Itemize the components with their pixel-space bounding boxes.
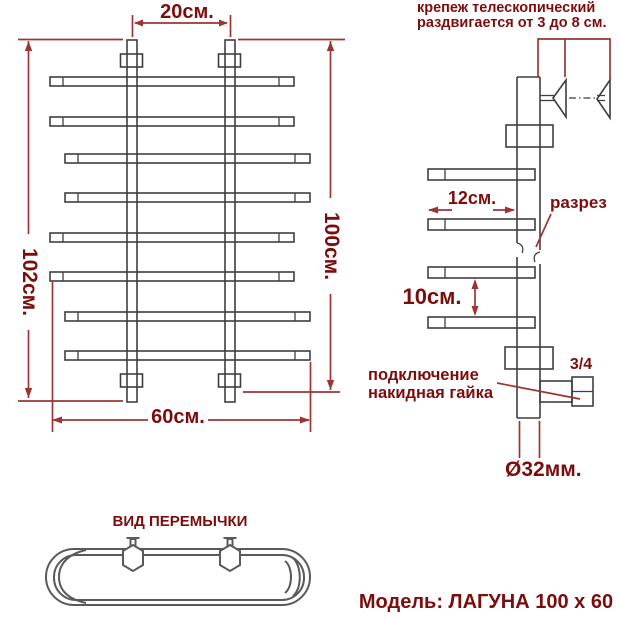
crossbar-drawing	[46, 538, 310, 605]
connection-fitting	[540, 377, 593, 406]
dim-left-label: 102см.	[16, 234, 40, 330]
front-view-drawing	[18, 15, 345, 432]
connection-label-line2: накидная гайка	[368, 384, 493, 402]
pipe-diameter-label: Ø32мм.	[505, 458, 582, 481]
front-post-nuts	[121, 54, 241, 387]
side-collars	[505, 125, 553, 369]
section-label: разрез	[550, 193, 607, 212]
dim-top-label: 20см.	[160, 1, 214, 23]
dim-bar-length-label: 12см.	[447, 188, 497, 208]
section-leader-line	[536, 214, 551, 247]
connection-label	[368, 366, 493, 402]
dim-bar-spacing-label: 10см.	[402, 284, 462, 309]
front-posts	[127, 40, 235, 402]
telescopic-bracket	[538, 39, 610, 118]
front-bars	[50, 77, 310, 360]
side-dim-10cm	[472, 279, 479, 316]
side-pipe	[517, 77, 540, 418]
dim-right-label: 100см.	[318, 198, 342, 294]
mount-note-line2: раздвигается от 3 до 8 см.	[417, 15, 607, 32]
model-label: Модель: ЛАГУНА 100 x 60	[358, 591, 614, 613]
connection-label-line1: подключение	[368, 366, 479, 384]
pipe-diameter-lines	[520, 421, 540, 458]
thread-size-label: 3/4	[569, 356, 593, 373]
connection-leader-line	[497, 383, 580, 399]
mount-note-line1: крепеж телескопический	[417, 0, 596, 16]
crossbar-view-title: ВИД ПЕРЕМЫЧКИ	[112, 513, 248, 530]
crossbar-valve-stems	[127, 538, 237, 547]
dim-bottom-label: 60см.	[148, 407, 208, 428]
mount-note	[417, 1, 607, 31]
